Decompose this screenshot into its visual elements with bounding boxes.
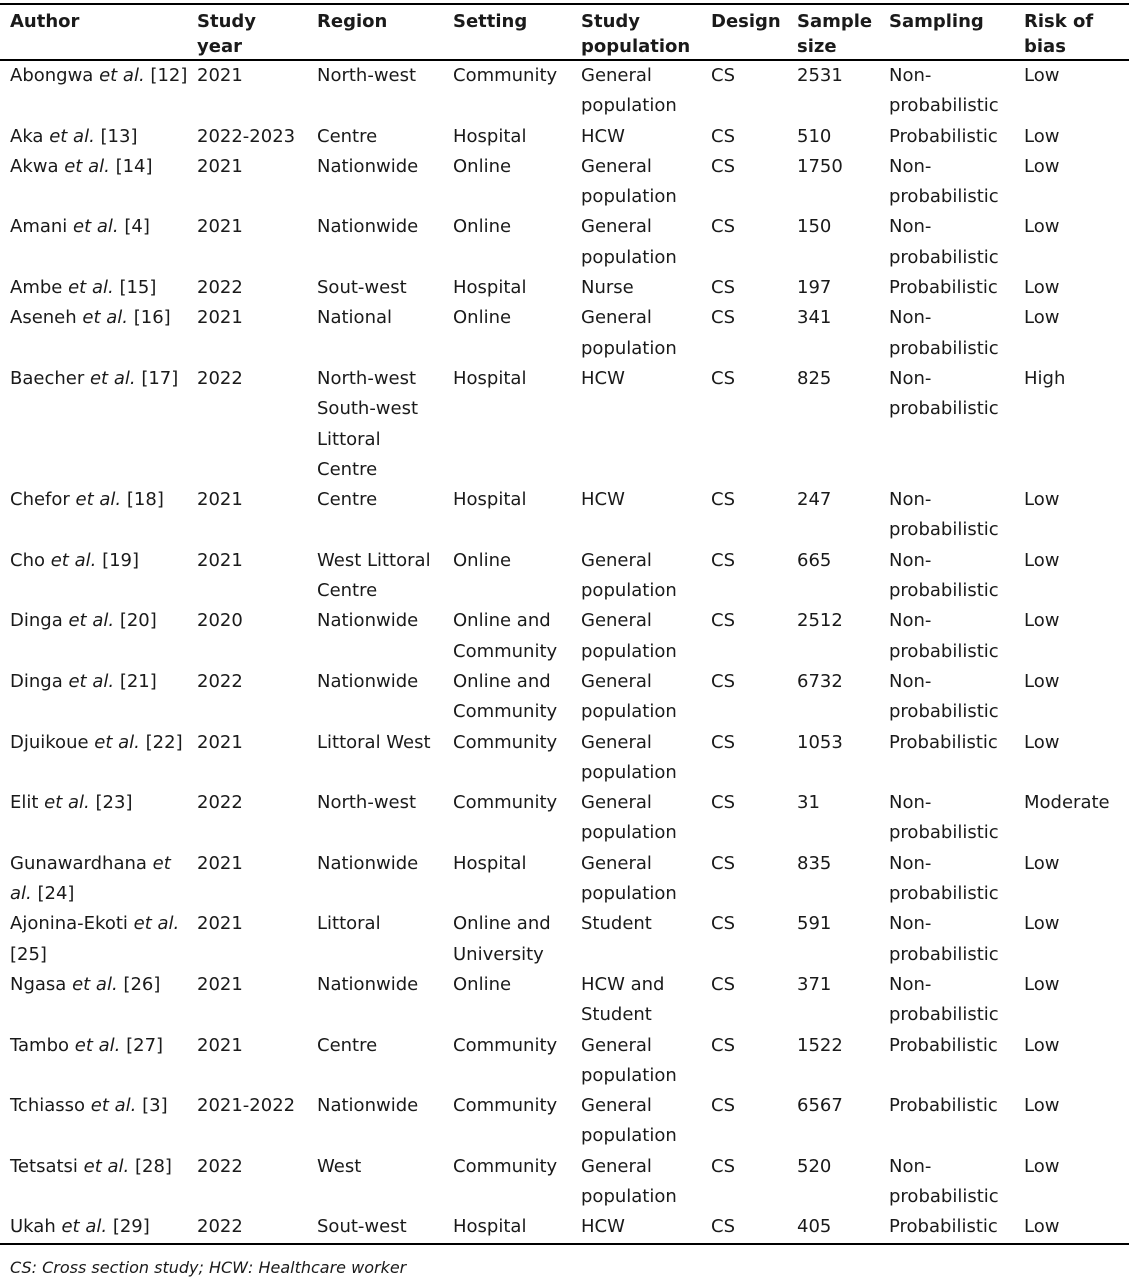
sampling-cell: Non- probabilistic [889, 792, 999, 844]
column-header-author [0, 4, 187, 60]
risk-of-bias-cell: Low [1024, 731, 1060, 753]
setting-cell: Online [453, 216, 512, 238]
study-year-cell: 2021 [197, 973, 243, 995]
author-cell [0, 606, 187, 667]
table-row [0, 970, 1129, 1031]
sample-size-cell: 31 [797, 792, 820, 814]
author-etal: et al. [90, 1095, 137, 1117]
author-cell [0, 1152, 187, 1213]
risk-of-bias-cell: High [1024, 367, 1066, 389]
setting-cell: Online [453, 307, 512, 329]
design-cell: CS [711, 1034, 735, 1056]
author-etal: et al. [68, 610, 115, 632]
study-year-cell: 2021 [197, 852, 243, 874]
author-name: Amani [10, 216, 68, 238]
risk-of-bias-cell: Low [1024, 216, 1060, 238]
population-cell: General population [581, 610, 677, 662]
author-name: Tchiasso [10, 1095, 86, 1117]
setting-cell: Community [453, 1095, 558, 1117]
population-cell: General population [581, 1155, 677, 1207]
sampling-cell: Probabilistic [889, 731, 998, 753]
study-year-cell: 2021 [197, 913, 243, 935]
table-row [0, 1152, 1129, 1213]
table-row [0, 364, 1129, 485]
region-cell: Sout-west [317, 1216, 407, 1238]
setting-cell: Hospital [453, 1216, 527, 1238]
risk-of-bias-cell: Low [1024, 852, 1060, 874]
region-cell: Nationwide [317, 852, 419, 874]
setting-cell: Community [453, 1155, 558, 1177]
sample-size-cell: 371 [797, 973, 832, 995]
region-cell: West Littoral Centre [317, 549, 431, 602]
table-row [0, 273, 1129, 303]
author-reference: [27] [126, 1034, 164, 1056]
author-cell [0, 60, 187, 122]
author-cell [0, 849, 187, 910]
region-cell: North-west [317, 792, 417, 814]
study-year-cell: 2022 [197, 670, 243, 692]
studies-table [0, 3, 1129, 1245]
author-name: Chefor [10, 489, 70, 511]
risk-of-bias-cell: Low [1024, 973, 1060, 995]
header-line: year [197, 36, 242, 57]
study-year-cell: 2022 [197, 1216, 243, 1238]
sample-size-cell: 6567 [797, 1095, 843, 1117]
author-etal: et al. [64, 155, 110, 177]
sample-size-cell: 665 [797, 549, 832, 571]
author-reference: [17] [141, 367, 179, 389]
author-reference: [28] [135, 1155, 172, 1177]
design-cell: CS [711, 216, 735, 238]
setting-cell: Community [453, 65, 558, 86]
population-cell: General population [581, 216, 677, 268]
author-name: Akwa [10, 155, 59, 177]
author-name: Aseneh [10, 307, 77, 329]
setting-cell: Online [453, 155, 512, 177]
study-year-cell: 2021 [197, 307, 243, 329]
design-cell: CS [711, 549, 735, 571]
column-header-design [701, 4, 787, 60]
region-cell: West [317, 1155, 362, 1177]
column-header-sampling [879, 4, 1014, 60]
author-cell [0, 728, 187, 789]
author-cell [0, 667, 187, 728]
design-cell: CS [711, 731, 735, 753]
author-reference: [24] [37, 883, 75, 905]
sampling-cell: Non- probabilistic [889, 155, 999, 208]
column-header-risk-of-bias [1014, 4, 1129, 60]
author-etal: et al. [61, 1216, 108, 1238]
risk-of-bias-cell: Low [1024, 1155, 1060, 1177]
population-cell: General population [581, 1095, 677, 1147]
sampling-cell: Probabilistic [889, 277, 998, 299]
author-reference: [21] [119, 670, 157, 692]
sample-size-cell: 591 [797, 913, 832, 935]
author-cell [0, 364, 187, 485]
table-header [0, 4, 1129, 60]
region-cell: Centre [317, 489, 378, 511]
author-name: Elit [10, 792, 39, 814]
design-cell: CS [711, 1216, 735, 1238]
setting-cell: Hospital [453, 489, 527, 511]
table-row [0, 122, 1129, 152]
region-cell: Nationwide [317, 610, 419, 632]
study-year-cell: 2021 [197, 489, 243, 511]
setting-cell: Community [453, 731, 558, 753]
sample-size-cell: 520 [797, 1155, 832, 1177]
table-row [0, 546, 1129, 607]
sampling-cell: Non- probabilistic [889, 367, 999, 420]
setting-cell: Online [453, 549, 512, 571]
author-etal: et al. [74, 1034, 121, 1056]
author-reference: [3] [142, 1095, 168, 1117]
author-cell [0, 303, 187, 364]
author-name: Tambo [10, 1034, 70, 1056]
author-cell [0, 273, 187, 303]
risk-of-bias-cell: Low [1024, 670, 1060, 692]
author-etal: et al. [133, 913, 180, 935]
risk-of-bias-cell: Low [1024, 489, 1060, 511]
sample-size-cell: 825 [797, 367, 832, 389]
study-year-cell: 2022 [197, 277, 243, 299]
population-cell: General population [581, 670, 677, 723]
setting-cell: Hospital [453, 367, 527, 389]
sample-size-cell: 6732 [797, 670, 843, 692]
sample-size-cell: 1522 [797, 1034, 843, 1056]
author-etal: et al. [99, 65, 145, 86]
risk-of-bias-cell: Low [1024, 913, 1060, 935]
population-cell: HCW [581, 1216, 625, 1238]
author-name: Cho [10, 549, 45, 571]
design-cell: CS [711, 913, 735, 935]
author-cell [0, 788, 187, 849]
author-cell [0, 212, 187, 273]
table-row [0, 152, 1129, 213]
table-row [0, 60, 1129, 122]
table-row [0, 1031, 1129, 1092]
risk-of-bias-cell: Low [1024, 307, 1060, 329]
author-name: Ukah [10, 1216, 56, 1238]
population-cell: General population [581, 852, 677, 905]
region-cell: Nationwide [317, 1095, 419, 1117]
design-cell: CS [711, 307, 735, 329]
risk-of-bias-cell: Low [1024, 1095, 1060, 1117]
sampling-cell: Probabilistic [889, 1034, 998, 1056]
setting-cell: Community [453, 1034, 558, 1056]
sampling-cell: Non- probabilistic [889, 852, 999, 905]
author-reference: [25] [10, 943, 47, 965]
sample-size-cell: 197 [797, 277, 832, 299]
author-reference: [18] [126, 489, 164, 511]
table-row [0, 849, 1129, 910]
population-cell: General population [581, 65, 677, 117]
author-etal: et al. [82, 307, 128, 329]
table-row [0, 303, 1129, 364]
author-cell [0, 546, 187, 607]
author-etal: et al. [83, 1155, 130, 1177]
table-row [0, 1091, 1129, 1152]
table-row [0, 212, 1129, 273]
author-name: Aka [10, 125, 44, 147]
population-cell: General population [581, 731, 677, 783]
design-cell: CS [711, 852, 735, 874]
sample-size-cell: 247 [797, 489, 832, 511]
population-cell: General population [581, 155, 677, 208]
study-year-cell: 2022 [197, 367, 243, 389]
setting-cell: Online and Community [453, 670, 558, 723]
author-reference: [20] [119, 610, 157, 632]
header-line: Setting [453, 11, 528, 32]
design-cell: CS [711, 1095, 735, 1117]
sample-size-cell: 405 [797, 1216, 832, 1238]
region-cell: Centre [317, 1034, 378, 1056]
author-reference: [15] [119, 277, 157, 299]
header-line: Sample [797, 11, 873, 32]
author-cell [0, 152, 187, 213]
header-line: Design [711, 11, 781, 32]
column-header-study-year [187, 4, 307, 60]
author-etal: et al. [44, 792, 90, 814]
sampling-cell: Non- probabilistic [889, 670, 999, 723]
sampling-cell: Probabilistic [889, 125, 998, 147]
author-cell [0, 970, 187, 1031]
author-reference: [13] [100, 125, 138, 147]
sample-size-cell: 2531 [797, 65, 843, 86]
header-line: Region [317, 11, 388, 32]
region-cell: Centre [317, 125, 378, 147]
region-cell: North-west South-west Littoral Centre [317, 367, 419, 480]
study-year-cell: 2021 [197, 155, 243, 177]
header-line: Risk of [1024, 11, 1094, 32]
design-cell: CS [711, 155, 735, 177]
column-header-sample-size [787, 4, 879, 60]
region-cell: National [317, 307, 393, 329]
region-cell: Littoral West [317, 731, 431, 753]
study-year-cell: 2022 [197, 792, 243, 814]
risk-of-bias-cell: Low [1024, 549, 1060, 571]
design-cell: CS [711, 489, 735, 511]
population-cell: HCW [581, 125, 625, 147]
population-cell: HCW [581, 489, 625, 511]
population-cell: Nurse [581, 277, 634, 299]
author-reference: [23] [95, 792, 133, 814]
sampling-cell: Non- probabilistic [889, 913, 999, 965]
sample-size-cell: 2512 [797, 610, 843, 632]
header-line: population [581, 36, 691, 57]
study-year-cell: 2022 [197, 1155, 243, 1177]
author-name: Gunawardhana [10, 852, 147, 874]
risk-of-bias-cell: Low [1024, 155, 1060, 177]
sample-size-cell: 510 [797, 125, 832, 147]
header-line: size [797, 36, 837, 57]
sampling-cell: Non- probabilistic [889, 973, 999, 1026]
setting-cell: Hospital [453, 125, 527, 147]
author-etal: et al. [10, 852, 171, 905]
author-name: Ajonina-Ekoti [10, 913, 128, 935]
study-year-cell: 2022-2023 [197, 125, 296, 147]
study-year-cell: 2020 [197, 610, 243, 632]
design-cell: CS [711, 65, 735, 86]
author-reference: [29] [112, 1216, 150, 1238]
risk-of-bias-cell: Low [1024, 610, 1060, 632]
table-row [0, 485, 1129, 546]
design-cell: CS [711, 792, 735, 814]
sampling-cell: Non- probabilistic [889, 307, 999, 359]
study-year-cell: 2021 [197, 216, 243, 238]
header-line: Sampling [889, 11, 984, 32]
author-etal: et al. [49, 125, 95, 147]
region-cell: Sout-west [317, 277, 407, 299]
sample-size-cell: 150 [797, 216, 832, 238]
population-cell: General population [581, 307, 677, 359]
setting-cell: Online and University [453, 913, 551, 965]
design-cell: CS [711, 1155, 735, 1177]
population-cell: Student [581, 913, 652, 935]
risk-of-bias-cell: Low [1024, 277, 1060, 299]
setting-cell: Hospital [453, 277, 527, 299]
region-cell: Nationwide [317, 155, 419, 177]
author-etal: et al. [89, 367, 136, 389]
setting-cell: Online [453, 973, 512, 995]
region-cell: North-west [317, 65, 417, 86]
author-reference: [26] [123, 973, 161, 995]
author-cell [0, 1091, 187, 1152]
author-cell [0, 909, 187, 970]
author-name: Abongwa [10, 65, 94, 86]
study-year-cell: 2021 [197, 731, 243, 753]
author-reference: [4] [124, 216, 150, 238]
header-line: Study [581, 11, 641, 32]
table-body [0, 60, 1129, 1244]
author-name: Ngasa [10, 973, 67, 995]
author-etal: et al. [94, 731, 140, 753]
sample-size-cell: 1053 [797, 731, 843, 753]
column-header-study-population [571, 4, 701, 60]
author-etal: et al. [68, 670, 115, 692]
setting-cell: Hospital [453, 852, 527, 874]
author-name: Tetsatsi [10, 1155, 78, 1177]
design-cell: CS [711, 367, 735, 389]
region-cell: Nationwide [317, 216, 419, 238]
sampling-cell: Probabilistic [889, 1095, 998, 1117]
sampling-cell: Non- probabilistic [889, 216, 999, 268]
author-cell [0, 485, 187, 546]
region-cell: Nationwide [317, 973, 419, 995]
column-header-setting [443, 4, 571, 60]
author-name: Dinga [10, 610, 63, 632]
table-footnote: CS: Cross section study; HCW: Healthcare worker [10, 1258, 407, 1277]
population-cell: General population [581, 549, 677, 602]
author-reference: [14] [115, 155, 153, 177]
author-etal: et al. [75, 489, 122, 511]
author-etal: et al. [72, 973, 118, 995]
population-cell: General population [581, 1034, 677, 1086]
header-line: Study [197, 11, 257, 32]
author-cell [0, 1212, 187, 1243]
risk-of-bias-cell: Low [1024, 1216, 1060, 1238]
setting-cell: Community [453, 792, 558, 814]
risk-of-bias-cell: Moderate [1024, 792, 1110, 814]
author-name: Dinga [10, 670, 63, 692]
population-cell: HCW [581, 367, 625, 389]
design-cell: CS [711, 670, 735, 692]
table-row [0, 667, 1129, 728]
sampling-cell: Non- probabilistic [889, 1155, 999, 1207]
sampling-cell: Non- probabilistic [889, 489, 999, 541]
author-name: Djuikoue [10, 731, 89, 753]
study-year-cell: 2021 [197, 549, 243, 571]
table-row [0, 909, 1129, 970]
column-header-region [307, 4, 443, 60]
table-row [0, 788, 1129, 849]
header-row [0, 4, 1129, 60]
design-cell: CS [711, 125, 735, 147]
design-cell: CS [711, 277, 735, 299]
table-row [0, 606, 1129, 667]
risk-of-bias-cell: Low [1024, 125, 1060, 147]
author-etal: et al. [73, 216, 119, 238]
author-etal: et al. [50, 549, 97, 571]
sample-size-cell: 341 [797, 307, 832, 329]
author-cell [0, 122, 187, 152]
study-year-cell: 2021 [197, 65, 243, 86]
sampling-cell: Probabilistic [889, 1216, 998, 1238]
population-cell: HCW and Student [581, 973, 665, 1026]
sampling-cell: Non- probabilistic [889, 610, 999, 662]
sampling-cell: Non- probabilistic [889, 65, 999, 117]
risk-of-bias-cell: Low [1024, 1034, 1060, 1056]
header-line: Author [10, 11, 80, 32]
risk-of-bias-cell: Low [1024, 65, 1060, 86]
population-cell: General population [581, 792, 677, 844]
author-reference: [19] [102, 549, 140, 571]
region-cell: Littoral [317, 913, 381, 935]
table-row [0, 1212, 1129, 1243]
design-cell: CS [711, 610, 735, 632]
study-year-cell: 2021 [197, 1034, 243, 1056]
sample-size-cell: 1750 [797, 155, 843, 177]
sampling-cell: Non- probabilistic [889, 549, 999, 602]
header-line: bias [1024, 36, 1066, 57]
table-row [0, 728, 1129, 789]
sample-size-cell: 835 [797, 852, 832, 874]
author-reference: [22] [145, 731, 183, 753]
region-cell: Nationwide [317, 670, 419, 692]
author-etal: et al. [68, 277, 114, 299]
author-name: Baecher [10, 367, 85, 389]
design-cell: CS [711, 973, 735, 995]
author-reference: [16] [133, 307, 171, 329]
author-cell [0, 1031, 187, 1092]
author-reference: [12] [150, 65, 188, 86]
setting-cell: Online and Community [453, 610, 558, 662]
study-year-cell: 2021-2022 [197, 1095, 296, 1117]
author-name: Ambe [10, 277, 63, 299]
